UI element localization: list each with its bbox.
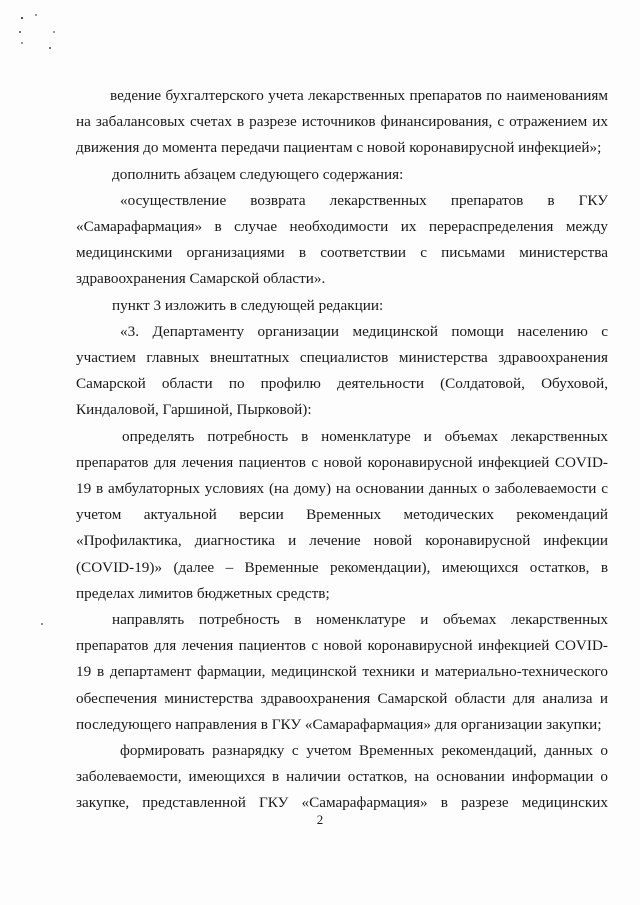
document-body [76, 83, 608, 817]
scan-artifact-dot [40, 622, 44, 626]
scan-artifact-marks [14, 12, 64, 52]
paragraph-accounting: ведение бухгалтерского учета лекарственных препаратов по наименованиям на забалансовых счетах в разрезе источников финансирования, с отражением их движения до момента передачи пациентам с новой коронавирусной инфекцией»; [76, 87, 608, 157]
paragraph-send-need: направлять потребность в номенклатуре и объемах лекарственных препаратов для лечения пациентов с новой коронавирусной инфекцией COVID-19 в департамент фармации, медицинской техники и материально-технического обеспечения министерства здравоохранения Самарской области для анализа и последующего направления в ГКУ «Самарафармация» для организации закупки; [76, 611, 608, 733]
paragraph-return-medicines: «осуществление возврата лекарственных препаратов в ГКУ «Самарафармация» в случае необходимости их перераспределения между медицинскими организациями в соответствии с письмами министерства здравоохранения Самарской области». [76, 191, 608, 288]
paragraph-add-clause: дополнить абзацем следующего содержания: [112, 165, 404, 183]
page-number: 2 [316, 812, 324, 827]
paragraph-point-3: «3. Департаменту организации медицинской помощи населению с участием главных внештатных специалистов министерства здравоохранения Самарской области по профилю деятельности (Солдатовой, Обуховой, Киндаловой, Гаршиной, Пырковой): [76, 322, 608, 419]
paragraph-point-3-intro: пункт 3 изложить в следующей редакции: [112, 296, 384, 314]
paragraph-form-allocation: формировать разнарядку с учетом Временных рекомендаций, данных о заболеваемости, имеющихся в наличии остатков, на основании информации о закупке, представленной ГКУ «Самарафармация» в разрезе медицинских [76, 742, 608, 812]
paragraph-determine-need: определять потребность в номенклатуре и объемах лекарственных препаратов для лечения пациентов с новой коронавирусной инфекцией COVID-19 в амбулаторных условиях (на дому) на основании данных о заболеваемости с учетом актуальной версии Временных методических рекомендаций «Профилактика, диагностика и лечение новой коронавирусной инфекции (COVID-19)» (далее – Временные рекомендации), имеющихся остатков, в пределах лимитов бюджетных средств; [76, 427, 608, 602]
